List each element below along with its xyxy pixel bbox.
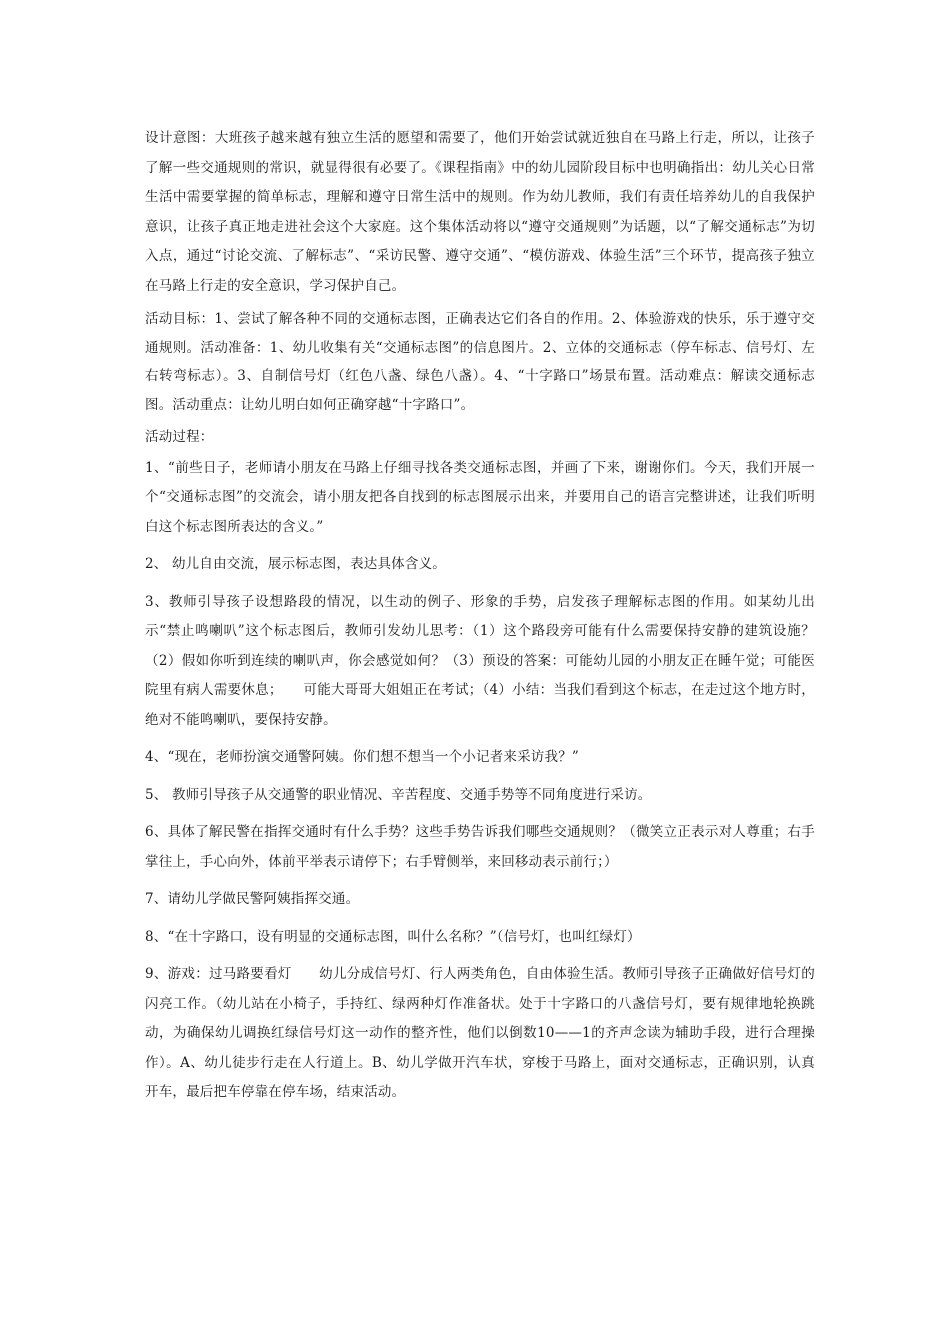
step-6-paragraph: 6、具体了解民警在指挥交通时有什么手势？这些手势告诉我们哪些交通规则？（微笑立正表示对人尊重；右手掌往上，手心向外，体前平举表示请停下；右手臂侧举，来回移动表示前行；） [145, 824, 815, 870]
step-9-paragraph: 9、游戏：过马路要看灯 幼儿分成信号灯、行人两类角色，自由体验生活。教师引导孩子正确做好信号灯的闪亮工作。（幼儿站在小椅子，手持红、绿两种灯作准备状。处于十字路口的八盏信号灯，要有规律地轮换跳动，为确保幼儿调换红绿信号灯这一动作的整齐性，他们以倒数10——1的齐声念读为辅助手段，进行合理操作）。A、幼儿徒步行走在人行道上。B、幼儿学做开汽车状，穿梭于马路上，面对交通标志，正确识别，认真开车，最后把车停靠在停车场，结束活动。 [145, 966, 815, 1100]
activity-goals-paragraph: 活动目标：1、尝试了解各种不同的交通标志图，正确表达它们各自的作用。2、体验游戏的快乐，乐于遵守交通规则。活动准备：1、幼儿收集有关“交通标志图”的信息图片。2、立体的交通标志（停车标志、信号灯、左右转弯标志）。3、自制信号灯（红色八盏、绿色八盏）。4、“十字路口”场景布置。活动难点：解读交通标志图。活动重点：让幼儿明白如何正确穿越“十字路口”。 [145, 311, 815, 413]
document-body [145, 124, 815, 1108]
step-8-paragraph: 8、“在十字路口，设有明显的交通标志图，叫什么名称？”（信号灯，也叫红绿灯） [145, 928, 641, 945]
step-3-paragraph: 3、教师引导孩子设想路段的情况，以生动的例子、形象的手势，启发孩子理解标志图的作用。如某幼儿出示“禁止鸣喇叭”这个标志图后，教师引发幼儿思考：（1）这个路段旁可能有什么需要保持安静的建筑设施？（2）假如你听到连续的喇叭声，你会感觉如何？（3）预设的答案：可能幼儿园的小朋友正在睡午觉；可能医院里有病人需要休息； 可能大哥哥大姐姐正在考试；（4）小结：当我们看到这个标志，在走过这个地方时，绝对不能鸣喇叭，要保持安静。 [145, 593, 815, 728]
step-1-paragraph: 1、“前些日子，老师请小朋友在马路上仔细寻找各类交通标志图，并画了下来，谢谢你们。今天，我们开展一个“交通标志图”的交流会，请小朋友把各自找到的标志图展示出来，并要用自己的语言完整讲述，让我们听明白这个标志图所表达的含义。” [145, 459, 815, 535]
step-5-paragraph: 5、 教师引导孩子从交通警的职业情况、辛苦程度、交通手势等不同角度进行采访。 [145, 786, 652, 803]
step-2-paragraph: 2、 幼儿自由交流，展示标志图，表达具体含义。 [145, 556, 446, 572]
step-7-paragraph: 7、请幼儿学做民警阿姨指挥交通。 [145, 891, 360, 907]
step-4-paragraph: 4、“现在，老师扮演交通警阿姨。你们想不想当一个小记者来采访我？” [145, 749, 579, 765]
activity-process-heading: 活动过程： [145, 429, 214, 445]
design-intent-paragraph: 设计意图：大班孩子越来越有独立生活的愿望和需要了，他们开始尝试就近独自在马路上行走，所以，让孩子了解一些交通规则的常识，就显得很有必要了。《课程指南》中的幼儿园阶段目标中也明确指出：幼儿关心日常生活中需要掌握的简单标志，理解和遵守日常生活中的规则。作为幼儿教师，我们有责任培养幼儿的自我保护意识，让孩子真正地走进社会这个大家庭。这个集体活动将以“遵守交通规则”为话题，以“了解交通标志”为切入点，通过“讨论交流、了解标志”、“采访民警、遵守交通”、“模仿游戏、体验生活”三个环节，提高孩子独立在马路上行走的安全意识，学习保护自己。 [145, 130, 815, 294]
